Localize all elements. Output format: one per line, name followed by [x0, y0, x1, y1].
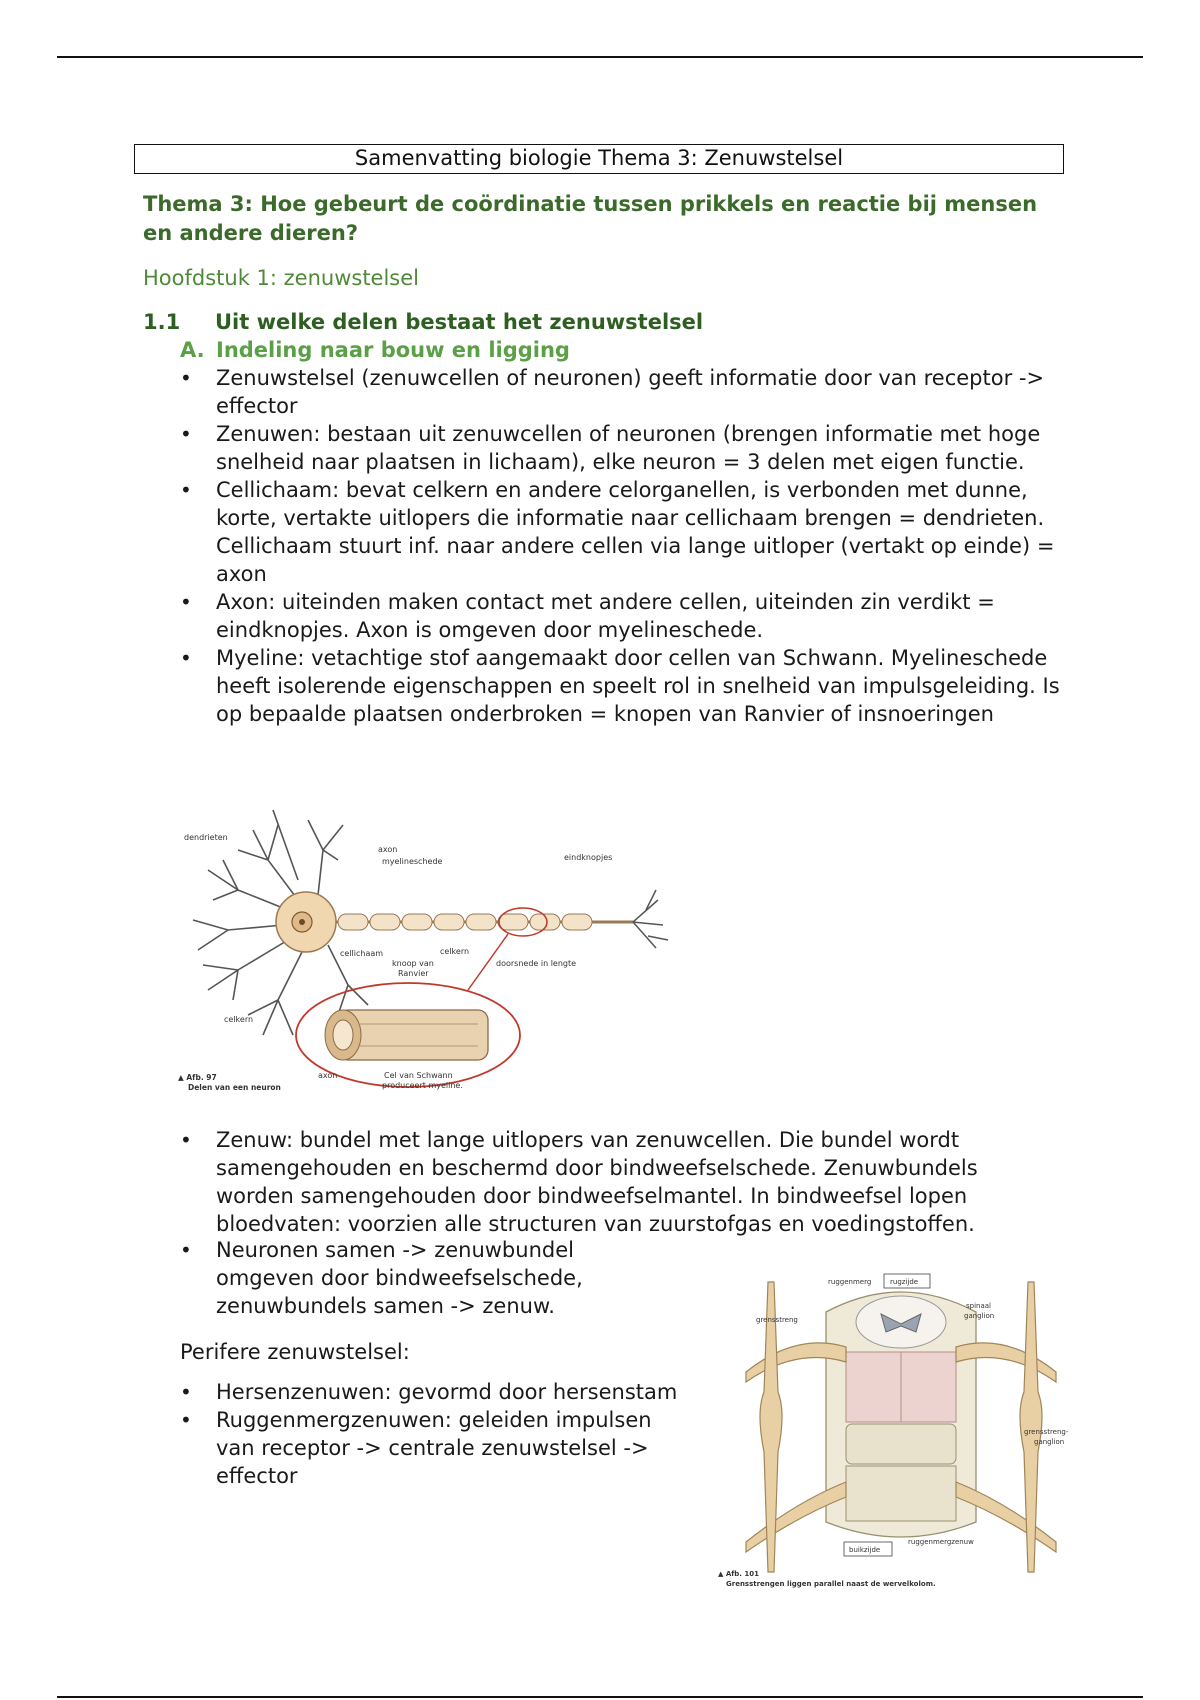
- neuron-figure: [178, 800, 678, 1100]
- spine-caption-text: Grensstrengen liggen parallel naast de wervelkolom.: [726, 1580, 936, 1588]
- figure-caption-text: Delen van een neuron: [188, 1083, 281, 1092]
- label-grensstreng: grensstreng: [756, 1316, 798, 1324]
- document-title: Samenvatting biologie Thema 3: Zenuwstelsel: [134, 144, 1064, 174]
- list-item: • Cellichaam: bevat celkern en andere celorganellen, is verbonden met dunne, korte, vertakte uitlopers die informatie naar cellichaam brengen = dendrieten. Cellichaam stuurt inf. naar andere cellen via lange uitloper (vertakt op einde) = axon: [180, 476, 1060, 588]
- subsection-title: Indeling naar bouw en ligging: [216, 338, 570, 362]
- label-ruggenmergzenuw: ruggenmergzenuw: [908, 1538, 974, 1546]
- spine-caption-number: ▲ Afb. 101: [718, 1570, 760, 1578]
- label-celkern: celkern: [440, 947, 470, 956]
- nerve-bullet-list: [180, 1126, 1060, 1238]
- list-item: • Zenuwstelsel (zenuwcellen of neuronen) geeft informatie door van receptor -> effector: [180, 364, 1060, 420]
- subsection-letter: A.: [180, 338, 205, 362]
- label-knoop-2: Ranvier: [398, 969, 429, 978]
- intro-bullet-list: [180, 364, 1060, 728]
- section-number: 1.1: [143, 310, 181, 334]
- label-spinaal-2: ganglion: [964, 1312, 995, 1320]
- list-item: • Hersenzenuwen: gevormd door hersenstam: [180, 1378, 680, 1406]
- label-axon: axon: [378, 845, 398, 854]
- section-title: Uit welke delen bestaat het zenuwstelsel: [215, 310, 704, 334]
- perifere-label: Perifere zenuwstelsel:: [180, 1340, 410, 1364]
- label-schwann-2: produceert myeline.: [382, 1081, 463, 1090]
- list-item: • Ruggenmergzenuwen: geleiden impulsen van receptor -> centrale zenuwstelsel -> effector: [180, 1406, 680, 1490]
- label-schwann-1: Cel van Schwann: [384, 1071, 453, 1080]
- list-item: • Zenuw: bundel met lange uitlopers van zenuwcellen. Die bundel wordt samengehouden en beschermd door bindweefselschede. Zenuwbundels worden samengehouden door bindweefselmantel. In bindweefsel lopen bloedvaten: voorzien alle structuren van zuurstofgas en voedingstoffen.: [180, 1126, 1060, 1238]
- chapter-heading: Hoofdstuk 1: zenuwstelsel: [143, 266, 420, 290]
- label-buikzijde: buikzijde: [849, 1546, 881, 1554]
- list-item: • Neuronen samen -> zenuwbundel omgeven door bindweefselschede, zenuwbundels samen -> zenuw.: [180, 1236, 600, 1320]
- label-ruggenmerg: ruggenmerg: [828, 1278, 872, 1286]
- theme-heading: Thema 3: Hoe gebeurt de coördinatie tussen prikkels en reactie bij mensen en andere dieren?: [143, 192, 1038, 245]
- label-doorsnede: doorsnede in lengte: [496, 959, 577, 968]
- label-rugzijde: rugzijde: [890, 1278, 919, 1286]
- list-item: • Zenuwen: bestaan uit zenuwcellen of neuronen (brengen informatie met hoge snelheid naar plaatsen in lichaam), elke neuron = 3 delen met eigen functie.: [180, 420, 1060, 476]
- figure-caption-number: ▲ Afb. 97: [178, 1073, 217, 1082]
- list-item: • Axon: uiteinden maken contact met andere cellen, uiteinden zin verdikt = eindknopjes. Axon is omgeven door myelineschede.: [180, 588, 1060, 644]
- label-eindknopjes: eindknopjes: [564, 853, 613, 862]
- spinal-cord-drawing: [826, 1292, 976, 1537]
- perifere-bullet-list: [180, 1378, 680, 1490]
- bottom-rule: [57, 1696, 1143, 1698]
- label-grensstreng-ganglion-2: ganglion: [1034, 1438, 1065, 1446]
- top-rule: [57, 56, 1143, 58]
- cross-section-drawing: [296, 934, 520, 1087]
- spinal-cord-figure: [716, 1252, 1086, 1592]
- subsection-heading: [180, 336, 570, 364]
- label-cellichaam: cellichaam: [340, 949, 384, 958]
- label-myelineschede: myelineschede: [382, 857, 443, 866]
- neurons-bullet-list: [180, 1236, 600, 1320]
- list-item: • Myeline: vetachtige stof aangemaakt door cellen van Schwann. Myelineschede heeft isolerende eigenschappen en speelt rol in snelheid van impulsgeleiding. Is op bepaalde plaatsen onderbroken = knopen van Ranvier of insnoeringen: [180, 644, 1060, 728]
- label-grensstreng-ganglion-1: grensstreng-: [1024, 1428, 1069, 1436]
- label-axon-2: axon: [318, 1071, 338, 1080]
- label-spinaal-1: spinaal: [966, 1302, 991, 1310]
- label-knoop-1: knoop van: [392, 959, 434, 968]
- axon-drawing: [336, 890, 668, 948]
- nucleolus: [299, 919, 305, 925]
- section-heading: [143, 308, 703, 336]
- label-celkern-2: celkern: [224, 1015, 254, 1024]
- label-dendrieten: dendrieten: [184, 833, 228, 842]
